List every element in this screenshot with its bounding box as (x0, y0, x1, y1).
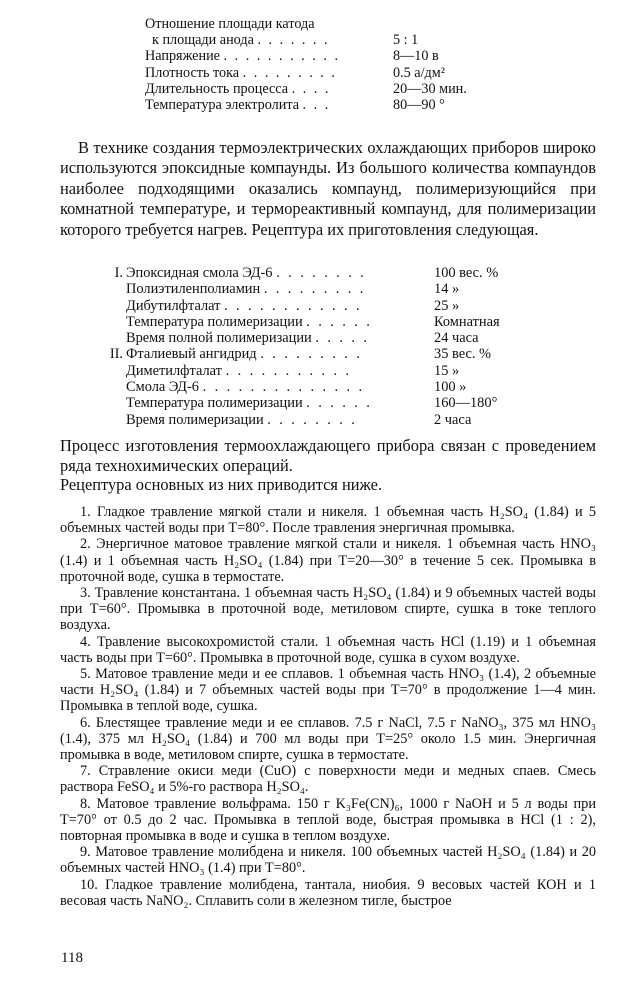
recipe-value: 24 часа (434, 330, 479, 347)
param-row (145, 32, 485, 48)
param-row (145, 97, 485, 113)
param-value: 0.5 а/дм² (393, 64, 445, 81)
parameter-table (145, 16, 485, 113)
param-value: 20—30 мин. (393, 80, 467, 97)
leader-dots: . . . . . . (306, 395, 373, 412)
recipe-value: 15 » (434, 362, 460, 379)
recipe-intro-paragraph: Рецептура основных из них приводится ниже. (60, 475, 383, 494)
recipe-label (126, 395, 434, 411)
recipe-number (104, 330, 126, 346)
leader-dots: . . . . . . . . (267, 411, 358, 428)
param-label: Отношение площади катода (145, 16, 315, 32)
recipe-label-text: Диметилфталат (126, 362, 222, 379)
step-item: 4. Травление высокохромистой стали. 1 объемная часть HCl (1.19) и 1 объемная часть воды при T=60°. Промывка в проточной воде, сушка в сухом воздухе. (60, 633, 596, 666)
recipe-row (104, 314, 534, 330)
leader-dots: . . . . . . . . . (242, 64, 337, 81)
step-item: 7. Стравление окиси меди (CuO) с поверхности меди и медных спаев. Смесь раствора FeSO₄ и 5%-го раствора H₂SO₄. (60, 763, 596, 796)
step-item: 10. Гладкое травление молибдена, тантала, ниобия. 9 весовых частей КОН и 1 весовая часть NaNO₂. Сплавить соли в железном тигле, быстрое (60, 876, 596, 909)
recipe-value: 35 вес. % (434, 346, 492, 363)
recipe-number (104, 379, 126, 395)
leader-dots: . . . . . . . . . . . (223, 48, 340, 65)
param-row (145, 65, 485, 81)
param-label-text: Температура электролита (145, 97, 299, 114)
recipe-number: II. (109, 346, 123, 363)
recipe-label (126, 346, 434, 362)
recipe-label-text: Дибутилфталат (126, 297, 221, 314)
recipe-number (104, 298, 126, 314)
recipe-value: 14 » (434, 281, 460, 298)
recipe-number (104, 314, 126, 330)
param-value: 5 : 1 (393, 32, 419, 49)
recipe-row (104, 298, 534, 314)
param-label-text: к площади анода (152, 32, 254, 49)
recipe-label (126, 265, 434, 281)
etching-steps (60, 504, 596, 909)
recipe-label (126, 281, 434, 297)
leader-dots: . . . . . (315, 330, 370, 347)
recipe-label-text: Время полимеризации (126, 411, 264, 428)
step-item: 1. Гладкое травление мягкой стали и никеля. 1 объемная часть H₂SO₄ (1.84) и 5 объемных частей воды при T=80°. После травления энергичная промывка. (60, 504, 596, 537)
leader-dots: . . . (302, 97, 331, 114)
param-row (145, 81, 485, 97)
recipe-value: 100 вес. % (434, 265, 499, 281)
recipe-label (126, 314, 434, 330)
recipe-row (104, 412, 534, 428)
step-item: 6. Блестящее травление меди и ее сплавов. 7.5 г NaCl, 7.5 г NaNO₃, 375 мл HNO₃ (1.4), 375 мл H₂SO₄ (1.84) и 700 мл воды при T=25° около 1.5 мин. Энергичная промывка в воде, метиловом спирте, сушка в термостате. (60, 714, 596, 764)
recipe-label (126, 298, 434, 314)
recipe-row (104, 330, 534, 346)
step-item: 9. Матовое травление молибдена и никеля. 100 объемных частей H₂SO₄ (1.84) и 20 объемных частей HNO₃ (1.4) при T=80°. (60, 844, 596, 877)
step-item: 3. Травление константана. 1 объемная часть H₂SO₄ (1.84) и 9 объемных частей воды при T=60°. Промывка в проточной воде, метиловом спирте, сушка в токе теплого воздуха. (60, 585, 596, 634)
param-label (145, 32, 393, 48)
param-label (145, 65, 393, 81)
recipe-label (126, 330, 434, 346)
param-value: 8—10 в (393, 48, 439, 65)
leader-dots: . . . . . . . . . . . . . . (202, 379, 365, 396)
recipe-label-text: Температура полимеризации (126, 395, 303, 412)
step-item: 2. Энергичное матовое травление мягкой стали и никеля. 1 объемная часть HNO₃ (1.4) и 1 объемная часть H₂SO₄ (1.84) при T=20—30° в течение 5 сек. Промывка в проточной воде, сушка в термостате. (60, 536, 596, 585)
recipe-table (104, 265, 534, 428)
process-paragraph: Процесс изготовления термоохлаждающего прибора связан с проведением ряда технохимических операций. (60, 436, 596, 476)
recipe-label-text: Полиэтиленполиамин (126, 281, 261, 298)
step-item: 8. Матовое травление вольфрама. 150 г K₃Fe(CN)₆, 1000 г NaOH и 5 л воды при T=70° от 0.5 до 2 час. Промывка в теплой воде, быстрая промывка в HCl (1 : 2), повторная промывка в воде и сушка в теплом воздухе. (60, 795, 596, 845)
recipe-row (104, 265, 534, 281)
param-label-text: Длительность процесса (145, 80, 289, 97)
recipe-value: Комнатная (434, 313, 500, 330)
recipe-label-text: Смола ЭД-6 (126, 379, 199, 396)
leader-dots: . . . . . . . . (276, 265, 367, 281)
recipe-row (104, 346, 534, 362)
step-item: 5. Матовое травление меди и ее сплавов. 1 объемная часть HNO₃ (1.4), 2 объемные части H₂SO₄ (1.84) и 7 объемных частей воды при T=70° в продолжение 1—4 мин. Промывка в теплой воде, сушка. (60, 666, 596, 715)
param-label-text: Напряжение (145, 48, 220, 65)
recipe-label-text: Фталиевый ангидрид (126, 346, 257, 363)
leader-dots: . . . . . . . (257, 32, 330, 49)
recipe-row (104, 395, 534, 411)
recipe-number (104, 363, 126, 379)
param-row (145, 16, 485, 32)
recipe-value: 160—180° (434, 395, 498, 412)
recipe-label-text: Время полной полимеризации (126, 330, 312, 347)
param-label (145, 97, 393, 113)
leader-dots: . . . . . . . . . (260, 346, 363, 363)
recipe-value: 100 » (434, 379, 467, 396)
recipe-label-text: Эпоксидная смола ЭД-6 (126, 265, 273, 281)
recipe-number (104, 395, 126, 411)
leader-dots: . . . . . . (306, 313, 373, 330)
leader-dots: . . . . . . . . . . . (225, 362, 352, 379)
leader-dots: . . . . (291, 80, 331, 97)
recipe-number (104, 281, 126, 297)
recipe-label (126, 412, 434, 428)
param-label (145, 81, 393, 97)
recipe-row (104, 363, 534, 379)
recipe-row (104, 379, 534, 395)
recipe-label (126, 379, 434, 395)
recipe-row (104, 281, 534, 297)
param-value: 80—90 ° (393, 97, 445, 114)
param-label (145, 48, 393, 64)
recipe-number: I. (114, 265, 123, 281)
page-number: 118 (61, 950, 83, 966)
recipe-number (104, 412, 126, 428)
recipe-label (126, 363, 434, 379)
intro-paragraph: В технике создания термоэлектрических охлаждающих приборов широко используются эпоксидные компаунды. Из большого количества компаундов наиболее подходящими оказались компаунд, полимеризующийся при комнатной температуре, и термореактивный компаунд, для полимеризации которого требуется нагрев. Рецептура их приготовления следующая. (60, 138, 596, 239)
recipe-value: 2 часа (434, 411, 472, 428)
leader-dots: . . . . . . . . . (263, 281, 366, 298)
leader-dots: . . . . . . . . . . . . (224, 297, 363, 314)
recipe-value: 25 » (434, 297, 460, 314)
param-value (393, 16, 485, 32)
param-row (145, 48, 485, 64)
recipe-label-text: Температура полимеризации (126, 313, 303, 330)
param-label-text: Плотность тока (145, 64, 240, 81)
